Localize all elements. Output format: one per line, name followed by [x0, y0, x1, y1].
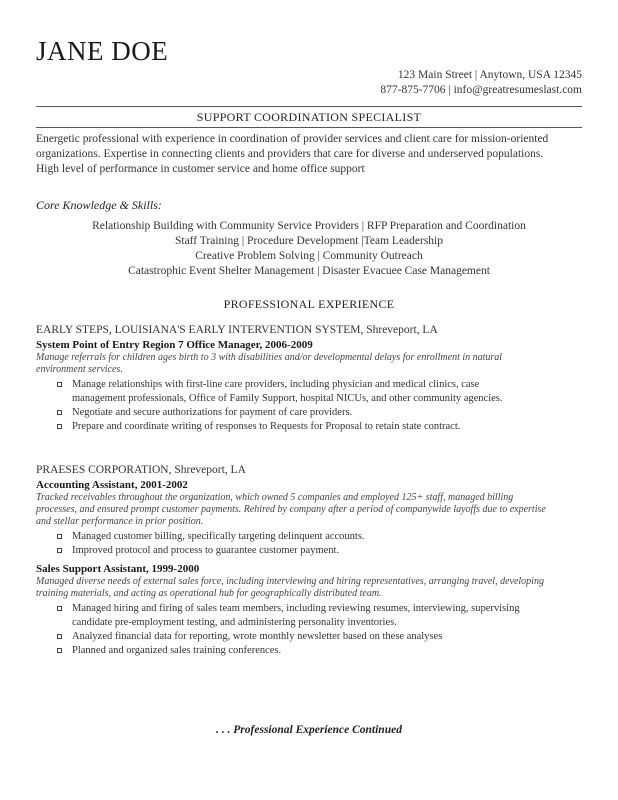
summary-paragraph [36, 132, 582, 177]
achievement-text: Negotiate and secure authorizations for payment of care providers. [72, 407, 353, 418]
achievement-item [36, 378, 588, 392]
position-title: Accounting Assistant, 2001-2002 [36, 479, 188, 491]
top-divider [36, 106, 582, 107]
achievement-list [36, 378, 588, 434]
achievement-item [36, 406, 588, 420]
achievement-text: Manage relationships with first-line care providers, including physician and medical clinics, case [72, 379, 480, 390]
achievement-text: Managed hiring and firing of sales team members, including reviewing resumes, interviewing, supervising [72, 603, 520, 614]
summary-line: Energetic professional with experience in coordination of provider services and client care for mission-oriented [36, 133, 549, 145]
position-title: System Point of Entry Region 7 Office Manager, 2006-2009 [36, 339, 313, 351]
headline: SUPPORT COORDINATION SPECIALIST [196, 110, 422, 124]
continued-note: . . . Professional Experience Continued [216, 724, 402, 736]
employer-name: PRAESES CORPORATION, Shreveport, LA [36, 464, 246, 476]
achievement-item [36, 602, 588, 616]
achievement-list [36, 602, 588, 658]
position-description [36, 352, 588, 376]
description-line: Manage referrals for children ages birth to 3 with disabilities and/or developmental delays for enrollment in natural [36, 352, 503, 363]
achievement-item [36, 420, 588, 434]
employer-name: EARLY STEPS, LOUISIANA'S EARLY INTERVENTION SYSTEM, Shreveport, LA [36, 324, 438, 336]
achievement-text: Prepare and coordinate writing of responses to Requests for Proposal to retain state contract. [72, 421, 461, 432]
achievement-item [36, 644, 588, 658]
experience-entry-early-steps [36, 323, 588, 434]
achievement-text: Analyzed financial data for reporting, wrote monthly newsletter based on these analyses [72, 631, 443, 642]
achievement-item [36, 544, 588, 558]
position-description [36, 492, 588, 528]
achievement-item [36, 630, 588, 644]
achievement-text: Improved protocol and process to guarantee customer payment. [72, 545, 340, 556]
headline-divider [36, 127, 582, 128]
checkbox-bullet-icon [57, 534, 62, 539]
achievement-item [36, 530, 588, 544]
checkbox-bullet-icon [57, 606, 62, 611]
achievement-text: candidate pre-employment testing, and administering personality inventories. [72, 617, 397, 628]
description-line: Tracked receivables throughout the organization, which owned 5 companies and employed 125+ staff, managed billing [36, 492, 514, 503]
experience-entry-praeses [36, 463, 588, 658]
skills-line: Staff Training | Procedure Development |Team Leadership [174, 235, 444, 247]
candidate-name: JANE DOE [36, 36, 169, 66]
checkbox-bullet-icon [57, 634, 62, 639]
phone-email-line: 877-875-7706 | info@greatresumeslast.com [380, 84, 582, 96]
address-line: 123 Main Street | Anytown, USA 12345 [397, 69, 582, 81]
position-description [36, 576, 588, 600]
checkbox-bullet-icon [57, 548, 62, 553]
experience-heading: PROFESSIONAL EXPERIENCE [223, 297, 395, 311]
position-title: Sales Support Assistant, 1999-2000 [36, 563, 200, 575]
description-line: Managed diverse needs of external sales force, including interviewing and hiring representatives, arranging travel, developing [36, 576, 544, 587]
checkbox-bullet-icon [57, 382, 62, 387]
summary-line: High level of performance in customer service and home office support [36, 163, 365, 175]
achievement-item-continued [36, 392, 588, 406]
description-line: environment services. [36, 364, 123, 375]
checkbox-bullet-icon [57, 648, 62, 653]
checkbox-bullet-icon [57, 424, 62, 429]
skills-list [36, 219, 582, 279]
description-line: processes, and ensured prompt customer payments. Rehired by company after a period of companywide layoffs due to expertise [36, 504, 546, 515]
summary-line: organizations. Expertise in connecting clients and providers that care for diverse and underserved populations. [36, 148, 544, 160]
description-line: and stellar performance in prior position. [36, 516, 204, 527]
skills-line: Relationship Building with Community Service Providers | RFP Preparation and Coordination [92, 220, 526, 232]
achievement-text: management professionals, Office of Family Support, hospital NICUs, and other community agencies. [72, 393, 503, 404]
achievement-item-continued [36, 616, 588, 630]
skills-line: Catastrophic Event Shelter Management | Disaster Evacuee Case Management [128, 265, 490, 277]
checkbox-bullet-icon [57, 410, 62, 415]
description-line: training materials, and acting as operational hub for geographically distributed team. [36, 588, 382, 599]
achievement-list [36, 530, 588, 558]
skills-line: Creative Problem Solving | Community Outreach [195, 250, 423, 262]
contact-info [380, 68, 582, 98]
achievement-text: Planned and organized sales training conferences. [72, 645, 282, 656]
skills-heading: Core Knowledge & Skills: [36, 198, 162, 212]
achievement-text: Managed customer billing, specifically targeting delinquent accounts. [72, 531, 365, 542]
